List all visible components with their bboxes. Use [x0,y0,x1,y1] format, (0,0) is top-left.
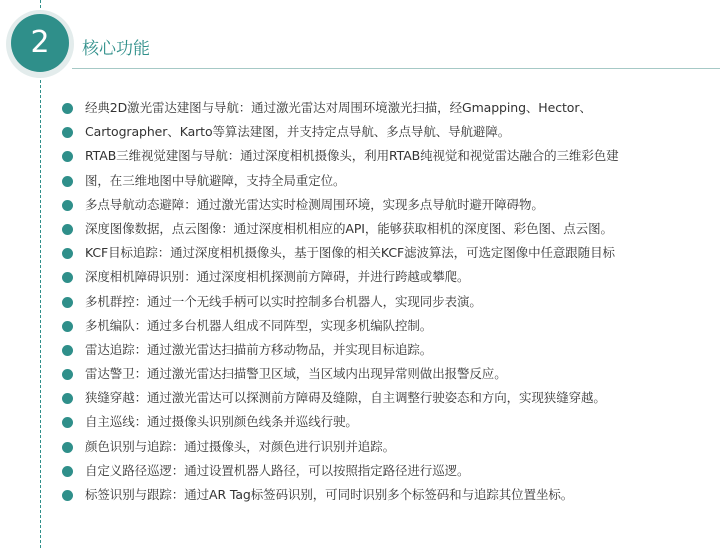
list-item-text: 颜色识别与追踪：通过摄像头，对颜色进行识别并追踪。 [85,438,396,454]
list-item-text: 多点导航动态避障：通过激光雷达实时检测周围环境，实现多点导航时避开障碍物。 [85,196,544,212]
list-item [62,410,718,434]
bullet-dot-icon [62,490,73,501]
list-item [62,144,718,168]
list-item-text: 深度图像数据，点云图像：通过深度相机相应的API，能够获取相机的深度图、彩色图、点云图。 [85,220,613,236]
list-item [62,241,718,265]
list-item-text: 自主巡线：通过摄像头识别颜色线条并巡线行驶。 [85,414,358,430]
bullet-dot-icon [62,224,73,235]
bullet-dot-icon [62,151,73,162]
list-item-text: KCF目标追踪：通过深度相机摄像头，基于图像的相关KCF滤波算法，可选定图像中任意跟随目标 [85,245,615,261]
list-item-text: 狭缝穿越：通过激光雷达可以探测前方障碍及缝隙，自主调整行驶姿态和方向，实现狭缝穿越。 [85,390,606,406]
bullet-dot-icon [62,176,73,187]
list-item-text: 经典2D激光雷达建图与导航：通过激光雷达对周围环境激光扫描，经Gmapping、Hector、 [85,100,592,115]
bullet-dot-icon [62,272,73,283]
section-title: 核心功能 [82,39,150,59]
feature-list [62,96,718,507]
list-item-text: 多机编队：通过多台机器人组成不同阵型，实现多机编队控制。 [85,317,433,333]
list-item-text: 雷达警卫：通过激光雷达扫描警卫区域，当区域内出现异常则做出报警反应。 [85,366,507,382]
bullet-dot-icon [62,103,73,114]
list-item [62,483,718,507]
list-item-text: 标签识别与跟踪：通过AR Tag标签码识别，可同时识别多个标签码和与追踪其位置坐标。 [85,487,574,502]
list-item [62,290,718,314]
list-item-text: 图，在三维地图中导航避障，支持全局重定位。 [85,172,346,188]
bullet-dot-icon [62,466,73,477]
list-item-text: 自定义路径巡逻：通过设置机器人路径，可以按照指定路径进行巡逻。 [85,462,470,478]
list-item [62,314,718,338]
list-item-text: Cartographer、Karto等算法建图，并支持定点导航、多点导航、导航避障。 [85,124,511,140]
bullet-dot-icon [62,345,73,356]
bullet-dot-icon [62,442,73,453]
section-number-badge: 2 [11,14,69,72]
list-item-text: 深度相机障碍识别：通过深度相机探测前方障碍，并进行跨越或攀爬。 [85,269,470,285]
list-item [62,459,718,483]
bullet-dot-icon [62,393,73,404]
list-item [62,362,718,386]
bullet-dot-icon [62,127,73,138]
list-item [62,217,718,241]
list-item [62,169,718,193]
bullet-dot-icon [62,369,73,380]
list-item [62,120,718,144]
dashed-guide-line [40,0,41,548]
bullet-dot-icon [62,417,73,428]
list-item [62,435,718,459]
list-item [62,193,718,217]
bullet-dot-icon [62,297,73,308]
list-item [62,96,718,120]
list-item-text: 多机群控：通过一个无线手柄可以实时控制多台机器人，实现同步表演。 [85,293,482,309]
list-item-text: RTAB三维视觉建图与导航：通过深度相机摄像头，利用RTAB纯视觉和视觉雷达融合的三维彩色建 [85,148,619,164]
list-item [62,265,718,289]
list-item [62,386,718,410]
bullet-dot-icon [62,200,73,211]
section-title-bar [72,28,720,69]
list-item [62,338,718,362]
list-item-text: 雷达追踪：通过激光雷达扫描前方移动物品，并实现目标追踪。 [85,341,433,357]
bullet-dot-icon [62,248,73,259]
bullet-dot-icon [62,321,73,332]
